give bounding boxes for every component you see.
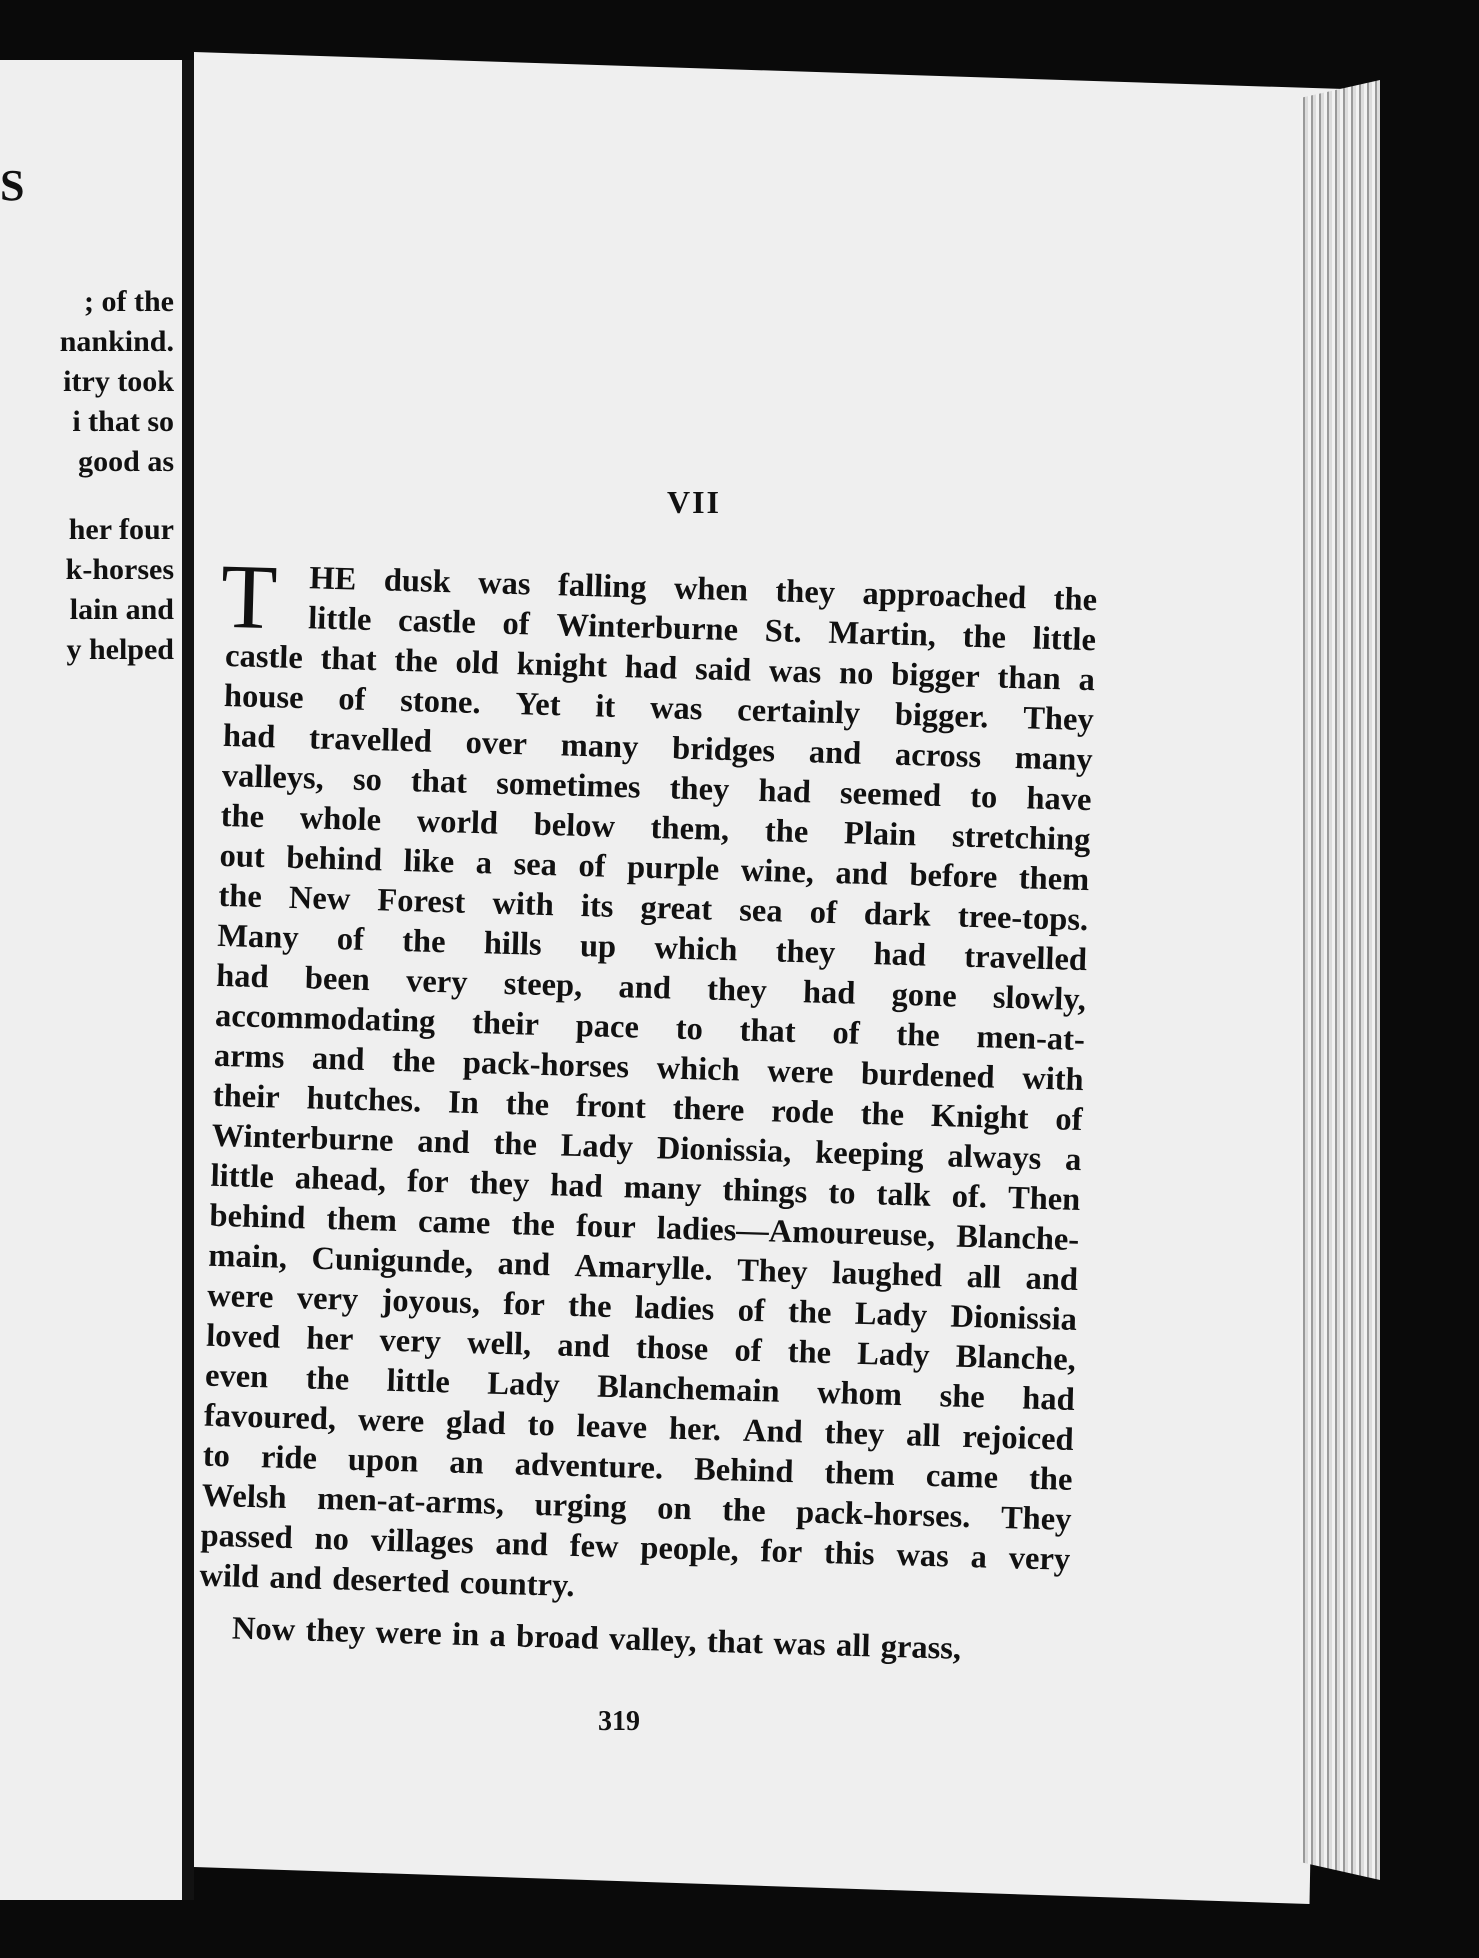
text-line: wild and deserted country. <box>199 1557 576 1605</box>
text-line: castle that the old knight had said was no bigger than a <box>224 637 1096 699</box>
text-line: their hutches. In the front there rode the Knight of <box>212 1077 1083 1139</box>
text-line: loved her very well, and those of the Lady Blanche, <box>205 1317 1077 1378</box>
text-line: behind them came the four ladies—Amoureuse, Blanche- <box>209 1197 1080 1259</box>
text-line: house of stone. Yet it was certainly bigger. They <box>223 677 1095 739</box>
text-line: the New Forest with its great sea of dark tree-tops. <box>218 877 1089 939</box>
chapter-body <box>198 544 1098 1672</box>
text-line: Welsh men-at-arms, urging on the pack-horses. They <box>201 1477 1072 1538</box>
text-line: little castle of Winterburne St. Martin, the little <box>307 600 1097 659</box>
left-page-line: her four <box>68 513 174 546</box>
left-page-line: ; of the <box>84 285 174 318</box>
left-page-line: good as <box>78 445 174 478</box>
text-line: Many of the hills up which they had travelled <box>216 917 1088 979</box>
left-page-line: lain and <box>69 593 174 626</box>
left-page-line: y helped <box>66 633 174 666</box>
text-line: to ride upon an adventure. Behind them came the <box>202 1437 1073 1498</box>
paragraph-start-line: Now they were in a broad valley, that was all grass, <box>231 1610 962 1667</box>
text-line: even the little Lady Blanchemain whom she had <box>204 1357 1076 1418</box>
left-page <box>0 60 186 1900</box>
text-line: Winterburne and the Lady Dionissia, keeping always a <box>211 1117 1082 1179</box>
left-page-line: itry took <box>63 365 174 398</box>
text-line: accommodating their pace to that of the men-at- <box>214 997 1086 1059</box>
left-page-text <box>0 282 174 670</box>
drop-cap: T <box>219 544 279 649</box>
left-page-line: k-horses <box>65 553 174 586</box>
left-page-line: i that so <box>72 405 174 438</box>
text-line: had been very steep, and they had gone slowly, <box>215 957 1087 1019</box>
text-line: the whole world below them, the Plain stretching <box>220 797 1091 859</box>
text-line: were very joyous, for the ladies of the Lady Dionissia <box>206 1277 1078 1338</box>
left-page-line: nankind. <box>59 325 174 358</box>
text-line: main, Cunigunde, and Amarylle. They laughed all and <box>207 1237 1079 1299</box>
left-page-heading: S <box>0 161 25 210</box>
chapter-heading: VII <box>666 484 721 520</box>
text-line: out behind like a sea of purple wine, and before them <box>219 837 1090 899</box>
text-line: had travelled over many bridges and across many <box>222 717 1094 779</box>
page-edges <box>1300 80 1380 1880</box>
text-line: HE dusk was falling when they approached the <box>308 560 1098 619</box>
text-line: little ahead, for they had many things to talk of. Then <box>210 1157 1081 1219</box>
book-gutter <box>182 60 194 1900</box>
text-line: passed no villages and few people, for this was a very <box>200 1517 1071 1578</box>
page-number: 319 <box>598 1706 640 1737</box>
text-line: valleys, so that sometimes they had seemed to have <box>221 757 1092 819</box>
text-line: favoured, were glad to leave her. And they all rejoiced <box>203 1397 1075 1458</box>
paragraph <box>199 544 1098 1620</box>
text-line: arms and the pack-horses which were burdened with <box>213 1037 1085 1099</box>
